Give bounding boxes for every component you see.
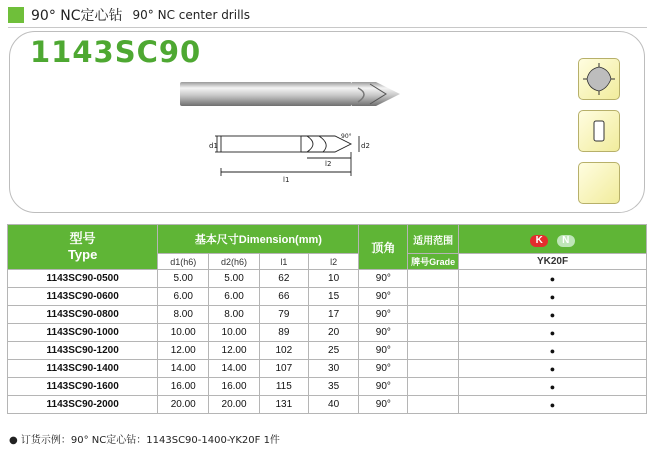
row-l2: 25 <box>308 342 359 360</box>
row-angle: 90° <box>359 360 408 378</box>
table-row <box>8 306 647 324</box>
row-l1: 79 <box>259 306 308 324</box>
four-flute-endmill-icon <box>578 58 620 100</box>
col-d2: d2(h6) <box>209 254 260 270</box>
row-angle: 90° <box>359 378 408 396</box>
l1-label: l1 <box>283 176 290 184</box>
row-d2: 6.00 <box>209 288 260 306</box>
row-l1: 102 <box>259 342 308 360</box>
row-grade-mark: ● <box>459 288 647 306</box>
row-l2: 20 <box>308 324 359 342</box>
row-d1: 14.00 <box>158 360 209 378</box>
order-example-note: ● 订货示例：90° NC定心钻：1143SC90-1400-YK20F 1件 <box>9 435 280 446</box>
angle-header: 顶角 <box>359 225 408 270</box>
row-d1: 16.00 <box>158 378 209 396</box>
row-application-empty <box>408 288 459 306</box>
row-d2: 20.00 <box>209 396 260 414</box>
row-d1: 20.00 <box>158 396 209 414</box>
row-l1: 131 <box>259 396 308 414</box>
badge-n: N <box>557 235 575 247</box>
row-grade-mark: ● <box>459 378 647 396</box>
row-l2: 30 <box>308 360 359 378</box>
grade-value: YK20F <box>459 254 647 270</box>
row-angle: 90° <box>359 270 408 288</box>
cylindrical-shank-icon <box>578 110 620 152</box>
row-grade-mark: ● <box>459 360 647 378</box>
row-angle: 90° <box>359 324 408 342</box>
row-d2: 14.00 <box>209 360 260 378</box>
table-row <box>8 378 647 396</box>
d1-label: d1 <box>209 142 218 150</box>
row-l1: 107 <box>259 360 308 378</box>
section-title-en: 90° NC center drills <box>132 8 250 22</box>
row-l1: 89 <box>259 324 308 342</box>
table-row <box>8 360 647 378</box>
row-l2: 40 <box>308 396 359 414</box>
row-angle: 90° <box>359 288 408 306</box>
row-code: 1143SC90-0800 <box>8 306 158 324</box>
type-header: 型号 Type <box>8 225 158 270</box>
row-application-empty <box>408 342 459 360</box>
row-l1: 115 <box>259 378 308 396</box>
blank-icon <box>578 162 620 204</box>
row-code: 1143SC90-1600 <box>8 378 158 396</box>
d2-label: d2 <box>361 142 370 150</box>
drill-photo <box>180 76 420 112</box>
application-header: 适用范围 <box>408 225 459 254</box>
row-application-empty <box>408 360 459 378</box>
row-code: 1143SC90-1000 <box>8 324 158 342</box>
product-panel <box>9 31 645 213</box>
table-row <box>8 324 647 342</box>
technical-drawing <box>195 128 385 188</box>
row-l2: 15 <box>308 288 359 306</box>
row-grade-mark: ● <box>459 270 647 288</box>
angle-label: 90° <box>341 133 352 140</box>
row-d2: 12.00 <box>209 342 260 360</box>
row-code: 1143SC90-1400 <box>8 360 158 378</box>
row-grade-mark: ● <box>459 396 647 414</box>
l2-label: l2 <box>325 160 332 168</box>
model-title: 1143SC90 <box>30 35 202 69</box>
row-grade-mark: ● <box>459 306 647 324</box>
grade-header: 牌号Grade <box>408 254 459 270</box>
row-d2: 5.00 <box>209 270 260 288</box>
table-row <box>8 396 647 414</box>
row-d2: 16.00 <box>209 378 260 396</box>
row-code: 1143SC90-2000 <box>8 396 158 414</box>
row-d2: 8.00 <box>209 306 260 324</box>
row-code: 1143SC90-0500 <box>8 270 158 288</box>
col-l1: l1 <box>259 254 308 270</box>
row-code: 1143SC90-0600 <box>8 288 158 306</box>
row-d1: 12.00 <box>158 342 209 360</box>
row-code: 1143SC90-1200 <box>8 342 158 360</box>
feature-icons <box>578 58 620 214</box>
row-application-empty <box>408 378 459 396</box>
section-title-cn: 90° NC定心钻 <box>31 8 123 24</box>
row-angle: 90° <box>359 306 408 324</box>
row-angle: 90° <box>359 342 408 360</box>
dimension-header: 基本尺寸Dimension(mm) <box>158 225 359 254</box>
row-application-empty <box>408 306 459 324</box>
table-row <box>8 270 647 288</box>
row-application-empty <box>408 324 459 342</box>
row-l2: 10 <box>308 270 359 288</box>
col-d1: d1(h6) <box>158 254 209 270</box>
green-square-icon <box>8 7 24 23</box>
row-d2: 10.00 <box>209 324 260 342</box>
application-badges <box>459 225 647 254</box>
row-l1: 62 <box>259 270 308 288</box>
row-angle: 90° <box>359 396 408 414</box>
row-d1: 6.00 <box>158 288 209 306</box>
row-d1: 5.00 <box>158 270 209 288</box>
col-l2: l2 <box>308 254 359 270</box>
row-grade-mark: ● <box>459 342 647 360</box>
row-grade-mark: ● <box>459 324 647 342</box>
table-row <box>8 288 647 306</box>
table-row <box>8 342 647 360</box>
row-l1: 66 <box>259 288 308 306</box>
header-divider <box>8 27 647 28</box>
badge-k: K <box>530 235 548 247</box>
spec-table <box>7 224 647 414</box>
row-application-empty <box>408 396 459 414</box>
row-l2: 17 <box>308 306 359 324</box>
row-application-empty <box>408 270 459 288</box>
row-d1: 8.00 <box>158 306 209 324</box>
row-d1: 10.00 <box>158 324 209 342</box>
row-l2: 35 <box>308 378 359 396</box>
section-header <box>8 4 250 26</box>
